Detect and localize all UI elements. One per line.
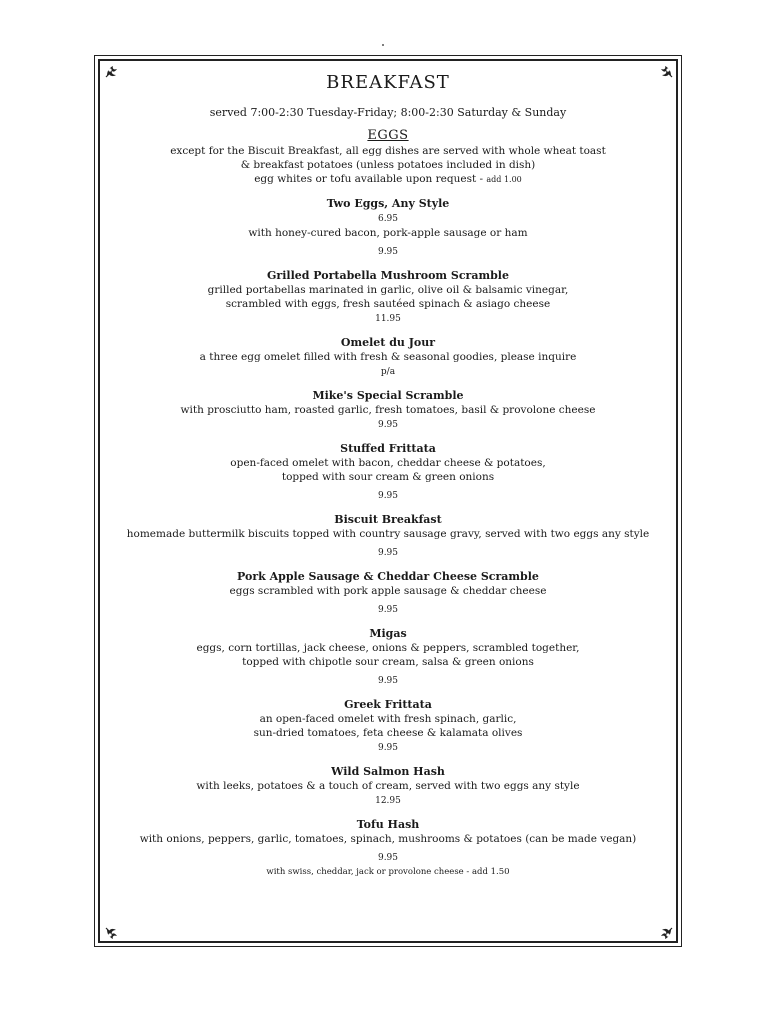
menu-content <box>98 66 678 879</box>
item-description: eggs, corn tortillas, jack cheese, onions & peppers, scrambled together, <box>196 642 580 654</box>
service-hours: served 7:00-2:30 Tuesday-Friday; 8:00-2:30 Saturday & Sunday <box>209 106 567 119</box>
item-description: grilled portabellas marinated in garlic, olive oil & balsamic vinegar, <box>207 284 569 296</box>
item-name: Migas <box>369 627 407 640</box>
item-description: with leeks, potatoes & a touch of cream, served with two eggs any style <box>196 780 580 792</box>
section-title-eggs: EGGS <box>367 128 409 143</box>
item-price: 9.95 <box>377 853 399 863</box>
item-name: Stuffed Frittata <box>340 442 436 455</box>
item-price: 12.95 <box>375 796 401 806</box>
menu-item <box>98 817 678 879</box>
item-description: scrambled with eggs, fresh sautéed spinach & asiago cheese <box>225 298 551 310</box>
section-note-text: egg whites or tofu available upon request - <box>254 173 487 185</box>
menu-item <box>98 569 678 617</box>
item-price: 9.95 <box>377 676 399 686</box>
item-price: 6.95 <box>377 214 399 224</box>
item-name: Omelet du Jour <box>340 336 436 349</box>
menu-item <box>98 764 678 808</box>
item-description: topped with sour cream & green onions <box>281 471 495 483</box>
item-name: Tofu Hash <box>356 818 420 831</box>
item-description: a three egg omelet filled with fresh & seasonal goodies, please inquire <box>199 351 577 363</box>
item-name: Pork Apple Sausage & Cheddar Cheese Scramble <box>237 570 539 583</box>
item-price: 9.95 <box>377 247 399 257</box>
section-note: & breakfast potatoes (unless potatoes included in dish) <box>240 159 536 171</box>
section-note <box>98 172 678 187</box>
section-note: except for the Biscuit Breakfast, all egg dishes are served with whole wheat toast <box>170 145 606 157</box>
item-price: 9.95 <box>377 743 399 753</box>
menu-item <box>98 626 678 688</box>
item-name: Two Eggs, Any Style <box>326 197 450 210</box>
menu-item <box>98 512 678 560</box>
item-description: sun-dried tomatoes, feta cheese & kalamata olives <box>253 727 523 739</box>
item-price: 9.95 <box>377 491 399 501</box>
item-description: topped with chipotle sour cream, salsa & green onions <box>242 656 534 668</box>
item-description: eggs scrambled with pork apple sausage & cheddar cheese <box>229 585 547 597</box>
menu-item <box>98 196 678 259</box>
item-name: Mike's Special Scramble <box>312 389 464 402</box>
menu-item <box>98 441 678 503</box>
item-name: Greek Frittata <box>344 698 432 711</box>
item-price: 9.95 <box>377 605 399 615</box>
item-price: 9.95 <box>377 420 399 430</box>
item-description: with honey-cured bacon, pork-apple sausage or ham <box>248 227 528 239</box>
item-description: with prosciutto ham, roasted garlic, fresh tomatoes, basil & provolone cheese <box>180 404 596 416</box>
section-note-price: add 1.00 <box>486 175 522 184</box>
item-footnote: with swiss, cheddar, jack or provolone cheese - add 1.50 <box>266 867 510 877</box>
item-description: homemade buttermilk biscuits topped with country sausage gravy, served with two eggs any style <box>126 528 650 540</box>
item-price: p/a <box>380 367 396 377</box>
menu-item <box>98 268 678 326</box>
item-name: Wild Salmon Hash <box>331 765 445 778</box>
item-description: an open-faced omelet with fresh spinach, garlic, <box>259 713 517 725</box>
corner-ornament-icon <box>104 926 120 942</box>
menu-title: BREAKFAST <box>326 72 450 93</box>
menu-item <box>98 697 678 755</box>
menu-item <box>98 388 678 432</box>
item-description: with onions, peppers, garlic, tomatoes, spinach, mushrooms & potatoes (can be made vegan) <box>139 833 637 845</box>
item-name: Grilled Portabella Mushroom Scramble <box>267 269 509 282</box>
page-speck <box>382 44 384 46</box>
item-price: 11.95 <box>375 314 401 324</box>
menu-item <box>98 335 678 379</box>
corner-ornament-icon <box>658 926 674 942</box>
item-description: open-faced omelet with bacon, cheddar cheese & potatoes, <box>230 457 546 469</box>
item-name: Biscuit Breakfast <box>334 513 442 526</box>
item-price: 9.95 <box>377 548 399 558</box>
